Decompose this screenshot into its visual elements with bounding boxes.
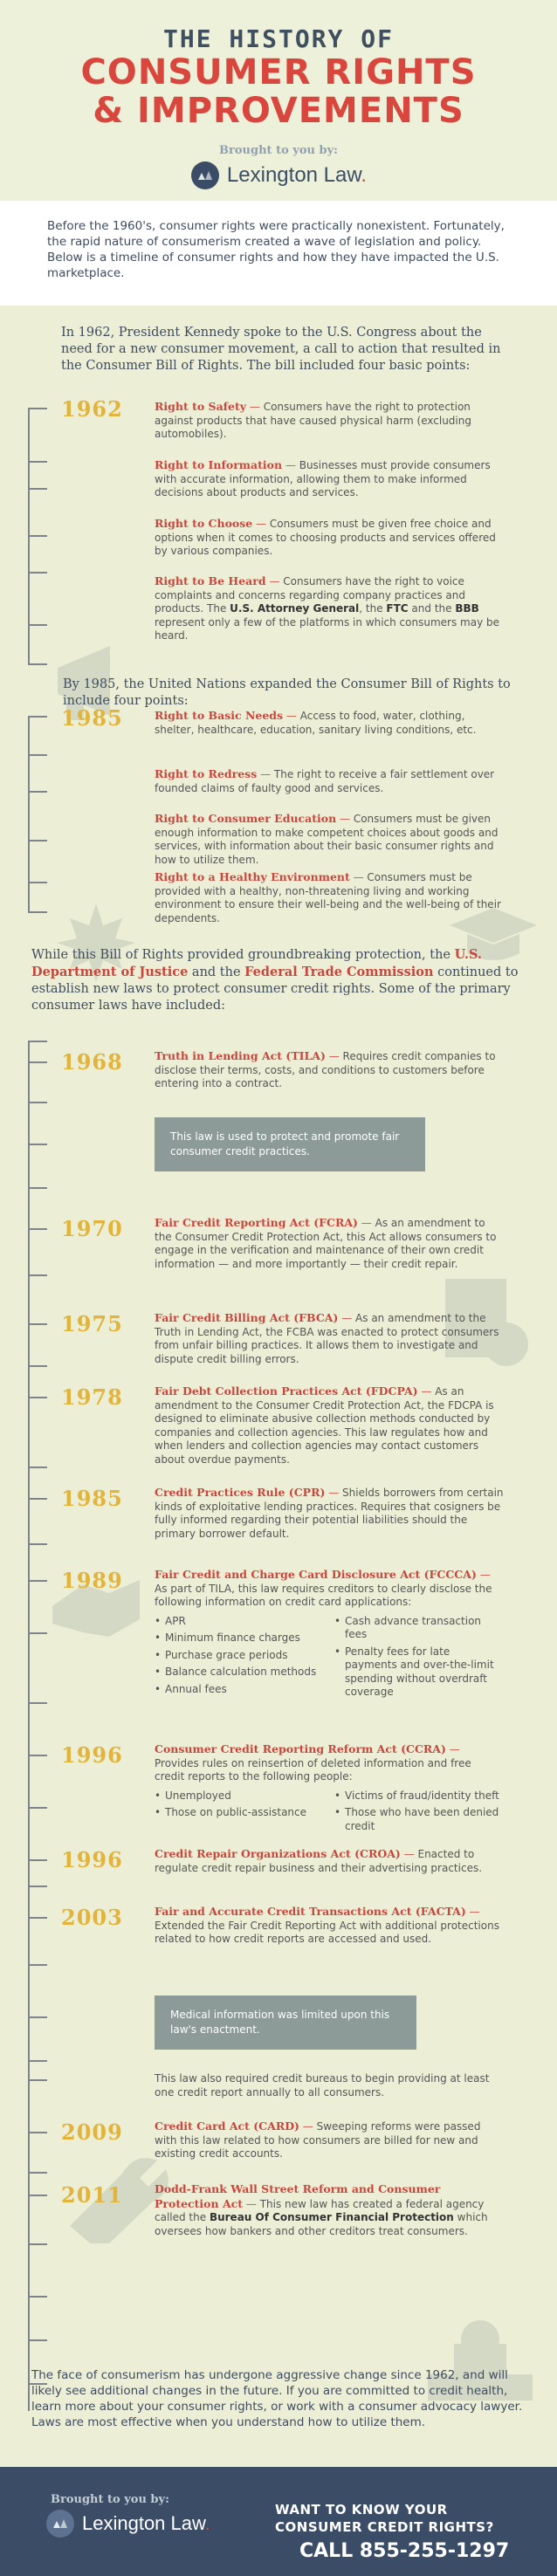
tick <box>28 1274 47 1276</box>
tick <box>28 1580 47 1582</box>
tick <box>28 716 47 718</box>
right-title: Right to Basic Needs <box>155 709 284 722</box>
right-title: Right to a Healthy Environment <box>155 870 350 883</box>
list-item: • Those who have been denied credit <box>334 1806 504 1833</box>
right-to-be-heard: Right to Be Heard — Consumers have the right to voice complaints and concerns regarding company practices and products. The U.S. Attorney General, the FTC and the BBB represent only a few of the platforms in which consumers may be heard. <box>155 574 499 642</box>
law-text: Shields borrowers from certain kinds of exploitative lending practices. Requires that cosigners be fully informed regarding their potential liabilities should the primary borrower default. <box>155 1487 504 1540</box>
right-text: Consumers must be given free choice and options when it comes to choosing products and services offered by various companies. <box>155 518 496 557</box>
cta-line-1: WANT TO KNOW YOUR <box>275 2502 448 2518</box>
year-1978: 1978 <box>61 1384 123 1410</box>
disclosure-list-right <box>334 1615 504 1703</box>
tick <box>28 1144 47 1145</box>
year-1970: 1970 <box>61 1216 123 1241</box>
tick <box>28 1187 47 1189</box>
list-item: • Those on public-assistance <box>155 1806 324 1820</box>
header <box>0 0 557 201</box>
right-text: Consumers must be provided with a healthy, non-threatening living and working environment to ensure their well-being and the well-being of their dependents. <box>155 871 501 924</box>
law-text: Sweeping reforms were passed with this law related to how consumers are billed for new and existing credit accounts. <box>155 2120 481 2160</box>
law-text: As an amendment to the Truth in Lending Act, the FCBA was enacted to protect consumers from unfair billing practices. It allows them to investigate and dispute credit billing errors. <box>155 1312 499 1365</box>
right-text: Businesses must provide consumers with accurate information, allowing them to make informed decisions about products and services. <box>155 459 491 498</box>
law-fcba: Fair Credit Billing Act (FBCA) — As an amendment to the Truth in Lending Act, the FCBA was enacted to protect consumers from unfair billing practices. It allows them to investigate and dispute credit billing errors. <box>155 1311 499 1365</box>
right-text: Access to food, water, clothing, shelter, healthcare, education, sanitary living conditions, etc. <box>155 710 477 736</box>
year-1968: 1968 <box>61 1049 123 1075</box>
right-title: Right to Information <box>155 458 283 471</box>
tick <box>28 2243 47 2245</box>
right-title: Right to Be Heard <box>155 574 266 587</box>
tick <box>28 1886 47 1887</box>
ccra-list-left <box>155 1789 324 1838</box>
tick <box>28 1102 47 1103</box>
title-line-2: CONSUMER RIGHTS <box>80 52 477 93</box>
un-lead: By 1985, the United Nations expanded the Consumer Bill of Rights to include four points: <box>63 677 511 708</box>
list-item: • Unemployed <box>155 1789 324 1803</box>
law-fcra: Fair Credit Reporting Act (FCRA) — As an amendment to the Consumer Credit Protection Act, this Act allows consumers to engage in the verification and maintenance of their own credit information — and more importantly — their credit repair. <box>155 1216 497 1270</box>
law-fcccda: Fair Credit and Charge Card Disclosure Act (FCCCA) — As part of TILA, this law requires creditors to clearly disclose the following information on credit card applications: • APR • Minimum finance charges • Purchase grace periods • Balance calculation methods • Annual fees • Cash advance transaction fees • Penalty fees for late payments and over-the-limit spending without overdraft coverage <box>155 1568 504 1703</box>
tick <box>28 2195 47 2196</box>
list-item: • Annual fees <box>155 1683 324 1697</box>
right-to-choose: Right to Choose — Consumers must be given free choice and options when it comes to choosing products and services offered by various companies. <box>155 517 496 557</box>
law-tila: Truth in Lending Act (TILA) — Requires credit companies to disclose their terms, costs, and conditions to customers before entering into a contract. <box>155 1049 496 1089</box>
year-1985-cpr: 1985 <box>61 1486 123 1511</box>
list-item: • Minimum finance charges <box>155 1631 324 1645</box>
title-line-3: & IMPROVEMENTS <box>93 91 464 131</box>
right-title: Right to Redress <box>155 767 258 780</box>
law-title: Consumer Credit Reporting Reform Act (CCRA) <box>155 1742 446 1755</box>
intro-panel <box>0 201 557 306</box>
tick <box>28 1964 47 1966</box>
tick <box>28 1041 47 1042</box>
law-text: As part of TILA, this law requires creditors to clearly disclose the following information on credit card applications: <box>155 1582 492 1608</box>
footer-logo-text: Lexington Law. <box>82 2512 210 2534</box>
law-title: Truth in Lending Act (TILA) <box>155 1049 326 1062</box>
lexington-law-logo[interactable] <box>190 161 367 190</box>
tick <box>28 461 47 463</box>
right-title: Right to Choose <box>155 517 253 530</box>
year-2009: 2009 <box>61 2119 123 2145</box>
tick <box>28 663 47 665</box>
ccra-lists <box>155 1789 504 1838</box>
disclosure-list-left <box>155 1615 324 1703</box>
right-to-healthy-environment: Right to a Healthy Environment — Consumers must be provided with a healthy, non-threatening living and working environment to ensure their well-being and the well-being of their dependents. <box>155 870 501 924</box>
year-1975: 1975 <box>61 1311 123 1336</box>
tick <box>28 882 47 883</box>
tick <box>28 624 47 626</box>
law-title: Fair Credit Billing Act (FBCA) <box>155 1311 339 1324</box>
tick <box>28 911 47 913</box>
list-item: • APR <box>155 1615 324 1629</box>
tick <box>28 1498 47 1500</box>
tick <box>28 1917 47 1919</box>
law-title: Fair and Accurate Credit Transactions Act (FACTA) <box>155 1905 466 1918</box>
cta-line-2: CONSUMER CREDIT RIGHTS? <box>275 2519 494 2535</box>
law-text: As an amendment to the Consumer Credit Protection Act, the FDCPA is designed to eliminate abusive collection methods conducted by companies and collection agencies. This law regulates how and when lenders and collection agencies may contact customers about overdue payments. <box>155 1385 494 1466</box>
tick <box>28 840 47 841</box>
right-text: represent only a few of the platforms in which consumers may be heard. <box>155 615 499 642</box>
tila-callout: This law is used to protect and promote fair consumer credit practices. <box>155 1117 425 1171</box>
law-text: Extended the Fair Credit Reporting Act with additional protections related to how credit reports are accessed and used. <box>155 1919 499 1945</box>
us-attorney-general: U.S. Attorney General <box>230 602 360 615</box>
kennedy-section <box>0 306 557 374</box>
ftc-label: FTC <box>386 602 409 615</box>
mid-lead-text: and the <box>188 965 245 979</box>
law-title: Fair Credit and Charge Card Disclosure Act (FCCCA) <box>155 1568 477 1581</box>
year-1962: 1962 <box>61 396 123 422</box>
tick <box>28 1755 47 1756</box>
tick <box>28 2296 47 2298</box>
year-1985: 1985 <box>61 705 123 731</box>
right-title: Right to Consumer Education <box>155 812 337 825</box>
law-facta: Fair and Accurate Credit Transactions Act (FACTA) — Extended the Fair Credit Reporting Act with additional protections related to how credit reports are accessed and used. <box>155 1905 499 1945</box>
law-card: Credit Card Act (CARD) — Sweeping reforms were passed with this law related to how consumers are billed for new and existing credit accounts. <box>155 2119 481 2160</box>
right-text: and the <box>408 602 456 615</box>
list-item: • Purchase grace periods <box>155 1649 324 1663</box>
law-dodd-frank: Dodd-Frank Wall Street Reform and Consumer Protection Act — This new law has created a federal agency called the Bureau Of Consumer Financial Protection which oversees how bankers and other creditors treat consumers. <box>155 2182 488 2237</box>
right-to-safety: Right to Safety — Consumers have the right to protection against products that have caused physical harm (excluding automobiles). <box>155 400 471 440</box>
tick <box>28 1702 47 1704</box>
cfpb-label: Bureau Of Consumer Financial Protection <box>209 2211 454 2223</box>
scales-logo-icon <box>190 161 220 190</box>
logo-text: Lexington Law. <box>226 163 368 187</box>
tick <box>28 754 47 756</box>
facta-note: This law also required credit bureaus to begin providing at least one credit report annually to all consumers. <box>155 2072 490 2099</box>
law-ccra: Consumer Credit Reporting Reform Act (CCRA) — Provides rules on reinsertion of deleted information and free credit reports to the following people: • Unemployed • Those on public-assistance • Victims of fraud/identity theft • Those who have been denied credit <box>155 1742 504 1837</box>
law-title: Credit Card Act (CARD) <box>155 2119 299 2133</box>
right-text: The right to receive a fair settlement over founded claims of faulty good and services. <box>155 768 495 794</box>
footer-lexington-law-logo[interactable] <box>45 2509 210 2538</box>
law-fdcpa: Fair Debt Collection Practices Act (FDCPA) — As an amendment to the Consumer Credit Protection Act, the FDCPA is designed to eliminate abusive collection methods conducted by companies and collection agencies. This law regulates how and when lenders and collection agencies may contact customers about overdue payments. <box>155 1384 494 1466</box>
list-item: • Penalty fees for late payments and over-the-limit spending without overdraft coverage <box>334 1645 504 1700</box>
right-to-redress: Right to Redress — The right to receive a fair settlement over founded claims of faulty good and services. <box>155 767 495 794</box>
mid-lead-text: While this Bill of Rights provided groundbreaking protection, the <box>31 948 455 962</box>
law-croa: Credit Repair Organizations Act (CROA) — Enacted to regulate credit repair business and their advertising practices. <box>155 1847 483 1874</box>
facta-callout: Medical information was limited upon this law's enactment. <box>155 1996 416 2050</box>
tick <box>28 1323 47 1325</box>
outro-text: The face of consumerism has undergone aggressive change since 1962, and will likely see additional changes in the future. If you are committed to credit health, learn more about your consumer rights, or work with a consumer advocacy lawyer. Laws are most effective when you understand how to utilize them. <box>31 2368 523 2429</box>
timeline-body <box>0 306 557 2467</box>
law-title: Fair Credit Reporting Act (FCRA) <box>155 1216 358 1229</box>
tick <box>28 1228 47 1230</box>
law-title: Fair Debt Collection Practices Act (FDCPA) <box>155 1384 418 1398</box>
tick <box>28 2132 47 2133</box>
intro-text: Before the 1960's, consumer rights were practically nonexistent. Fortunately, the rapid nature of consumerism created a wave of legislation and policy. Below is a timeline of consumer rights and how they have impacted the U.S. marketplace. <box>47 219 505 280</box>
tick <box>28 488 47 490</box>
kennedy-lead: In 1962, President Kennedy spoke to the U.S. Congress about the need for a new consumer movement, a call to action that resulted in the Consumer Bill of Rights. The bill included four basic points: <box>61 326 501 373</box>
tick <box>28 2060 47 2062</box>
disclosure-lists <box>155 1615 504 1703</box>
timeline-line-laws <box>28 1041 30 2411</box>
bbb-label: BBB <box>455 602 479 615</box>
right-to-consumer-education: Right to Consumer Education — Consumers must be given enough information to make competent choices about goods and services, with information about their basic consumer rights and how to utilize them. <box>155 812 499 866</box>
right-title: Right to Safety <box>155 400 247 413</box>
mid-lead <box>31 946 538 1014</box>
right-to-information: Right to Information — Businesses must provide consumers with accurate information, allowing them to make informed decisions about products and services. <box>155 458 491 498</box>
tick <box>28 1632 47 1634</box>
tick <box>28 1543 47 1545</box>
year-1996-ccra: 1996 <box>61 1742 123 1768</box>
phone-link[interactable]: CALL 855-255-1297 <box>299 2540 510 2562</box>
law-text: Requires credit companies to disclose their terms, costs, and conditions to customers before entering into a contract. <box>155 1050 496 1089</box>
tick <box>28 791 47 793</box>
law-text: which oversees how bankers and other creditors treat consumers. <box>155 2211 488 2237</box>
scales-logo-icon <box>45 2509 75 2538</box>
law-text: As an amendment to the Consumer Credit Protection Act, this Act allows consumers to engage in the verification and maintenance of their own credit information — and more importantly — their credit repair. <box>155 1217 497 1270</box>
year-2003: 2003 <box>61 1905 123 1930</box>
law-text: Provides rules on reinsertion of deleted information and free credit reports to the following people: <box>155 1756 471 1783</box>
right-text: Consumers have the right to voice complaints and concerns regarding company practices and products. The <box>155 575 465 615</box>
tick <box>28 1859 47 1861</box>
law-text: Enacted to regulate credit repair business and their advertising practices. <box>155 1848 483 1874</box>
right-text: Consumers must be given enough information to make competent choices about goods and services, with information about their basic consumer rights and how to utilize them. <box>155 813 499 866</box>
doj-label: U.S. Department of Justice <box>31 947 482 979</box>
law-title: Credit Practices Rule (CPR) <box>155 1486 326 1499</box>
right-text: Consumers have the right to protection against products that have caused physical harm (excluding automobiles). <box>155 401 471 440</box>
brought-by-label: Brought to you by: <box>219 144 338 157</box>
tick <box>28 572 47 574</box>
law-title: Credit Repair Organizations Act (CROA) <box>155 1847 401 1860</box>
tick <box>28 1467 47 1468</box>
list-item: • Cash advance transaction fees <box>334 1615 504 1642</box>
ftc-full-label: Federal Trade Commission <box>244 965 434 979</box>
tick <box>28 2172 47 2174</box>
footer <box>0 2467 557 2576</box>
year-1996-croa: 1996 <box>61 1847 123 1872</box>
law-cpr: Credit Practices Rule (CPR) — Shields borrowers from certain kinds of exploitative lending practices. Requires that cosigners be fully informed regarding their potential liabilities should the primary borrower default. <box>155 1486 504 1540</box>
tick <box>28 535 47 537</box>
tick <box>28 1397 47 1398</box>
tick <box>28 2339 47 2341</box>
list-item: • Balance calculation methods <box>155 1666 324 1680</box>
tick <box>28 1061 47 1063</box>
ccra-list-right <box>334 1789 504 1838</box>
law-text: This new law has created a federal agency called the <box>155 2197 485 2223</box>
tick <box>28 2016 47 2018</box>
right-text: , the <box>359 602 387 615</box>
tick <box>28 408 47 409</box>
tick <box>28 2079 47 2081</box>
law-title: Dodd-Frank Wall Street Reform and Consumer Protection Act <box>155 2182 441 2210</box>
list-item: • Victims of fraud/identity theft <box>334 1789 504 1803</box>
year-2011: 2011 <box>61 2182 123 2208</box>
right-to-basic-needs: Right to Basic Needs — Access to food, water, clothing, shelter, healthcare, education, sanitary living conditions, etc. <box>155 709 477 736</box>
tick <box>28 1807 47 1809</box>
mid-lead-text: continued to establish new laws to protect consumer credit rights. Some of the primary consumer laws have included: <box>31 965 519 1013</box>
year-1989: 1989 <box>61 1568 123 1593</box>
tick <box>28 1365 47 1367</box>
footer-brought-by: Brought to you by: <box>51 2493 169 2506</box>
title-line-1: THE HISTORY OF <box>162 24 394 53</box>
